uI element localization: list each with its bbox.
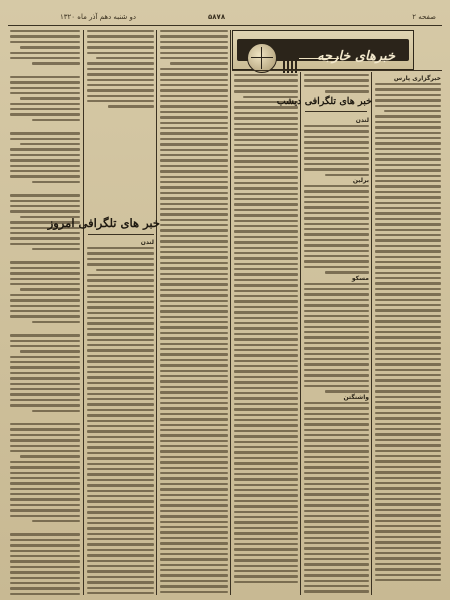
article-column-5-top [304, 74, 369, 96]
header-date: دو شنبه دهم آذر ماه ۱۳۲۰ [60, 13, 136, 21]
article-column-1 [10, 30, 80, 595]
article-column-4 [234, 74, 298, 595]
banner-title: خبرهای خارجه [317, 49, 395, 64]
article-column-6 [375, 74, 441, 595]
column-5-subhead-moscow: مسکو [351, 274, 369, 282]
article-column-2-lower [87, 238, 154, 595]
column-rule-3 [230, 30, 231, 595]
column-rule-2 [156, 30, 157, 595]
globe-icon [247, 43, 277, 73]
column-5-subhead-washington: واشنگتن [343, 393, 369, 401]
foreign-news-banner [232, 30, 414, 70]
header-rule [8, 25, 442, 26]
header-page-number: صفحه ۲ [412, 13, 436, 21]
column-2-subhead: لندن [140, 239, 154, 246]
header-issue-number: ۵۸۷۸ [208, 13, 226, 21]
column-5-subhead-berlin: برلین [352, 176, 369, 184]
column-rule-5 [371, 72, 372, 595]
radio-mast-icon [283, 41, 297, 73]
article-column-5 [304, 116, 369, 595]
headline-underline [88, 234, 154, 235]
banner-band [237, 39, 409, 64]
column-rule-1 [83, 30, 84, 595]
column-5-subhead-london: لندن [355, 117, 369, 124]
column-rule-4 [300, 72, 301, 595]
headline-todays-telegraph-news: خبر های تلگرافی امروز [47, 216, 160, 230]
headline-2-underline [305, 111, 367, 112]
column-6-subhead: خبرگزاری پارس [393, 75, 441, 82]
article-column-3 [160, 30, 228, 595]
headline-last-nights-telegraph-news: خبر های تلگرافی دیشب [276, 96, 372, 107]
banner-bottom-rule [232, 70, 442, 71]
